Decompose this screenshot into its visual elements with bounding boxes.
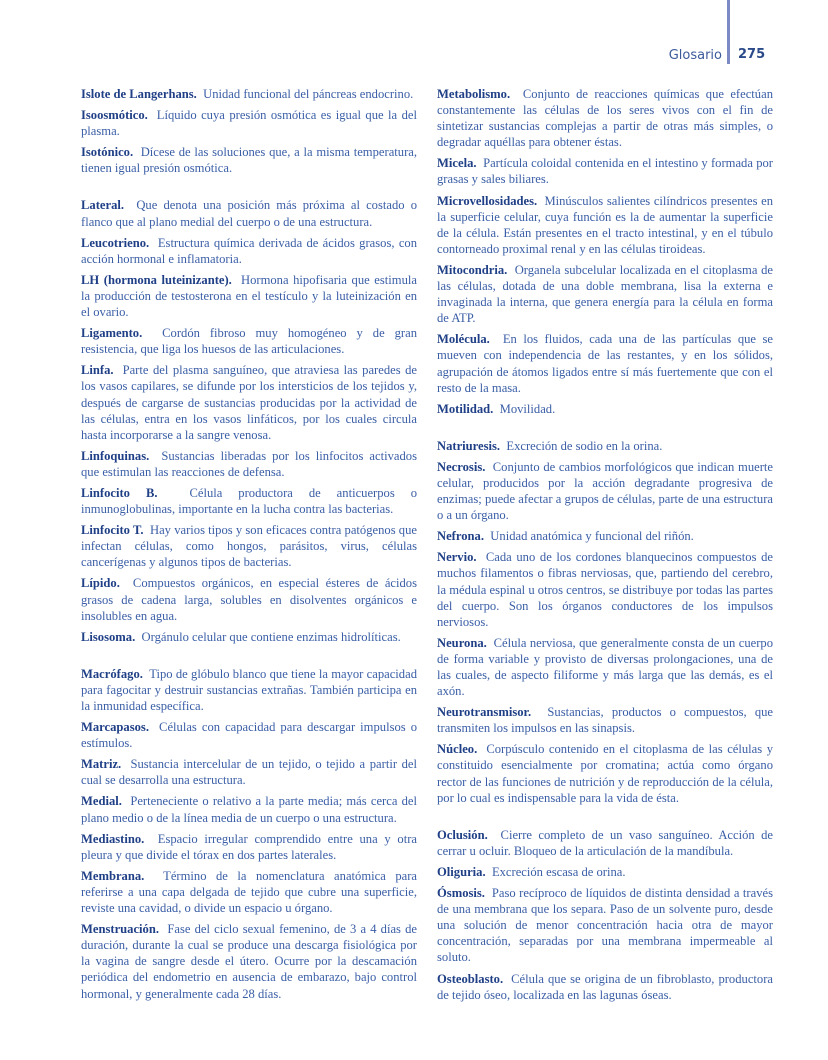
glossary-definition: Paso recíproco de líquidos de distinta densidad a través de una membrana que los separa. Paso de un solvente puro, desde una solución de menor concentración hacia otra de mayor concentración, separadas por una membrana impermeable al soluto. — [437, 886, 773, 965]
glossary-entry — [81, 272, 417, 320]
glossary-term: Linfoquinas. — [81, 448, 150, 463]
glossary-entry — [437, 262, 773, 326]
glossary-term: Ósmosis. — [437, 886, 485, 901]
glossary-term: Micela. — [437, 156, 477, 171]
glossary-entry — [437, 155, 773, 187]
glossary-term: Lisosoma. — [81, 629, 136, 644]
letter-group-spacer — [437, 811, 773, 827]
glossary-definition: Célula nerviosa, que generalmente consta de un cuerpo de forma variable y provisto de diversas prolongaciones, una de las cuales, de aspecto filiforme y más larga que las demás, es el axón. — [437, 635, 773, 699]
glossary-definition: Estructura química derivada de ácidos grasos, con acción hormonal e inflamatoria. — [81, 235, 417, 266]
glossary-entry — [81, 144, 417, 176]
glossary-entry — [437, 864, 773, 880]
glossary-term: LH (hormona luteinizante). — [81, 272, 232, 287]
glossary-entry — [437, 459, 773, 523]
glossary-entry — [437, 971, 773, 1003]
glossary-term: Motilidad. — [437, 401, 494, 416]
header-divider-bar — [727, 0, 730, 64]
glossary-group-m — [81, 666, 417, 1002]
glossary-entry — [437, 193, 773, 257]
glossary-definition: Excreción escasa de orina. — [491, 864, 626, 879]
glossary-term: Neurotransmisor. — [437, 705, 532, 720]
glossary-entry — [81, 197, 417, 229]
glossary-entry — [437, 528, 773, 544]
glossary-term: Matriz. — [81, 757, 122, 772]
glossary-definition: Excreción de sodio en la orina. — [506, 438, 663, 453]
glossary-definition: Compuestos orgánicos, en especial ésteres de ácidos grasos de cadena larga, solubles en disolventes orgánicos e insolubles en agua. — [81, 576, 418, 623]
glossary-entry — [437, 331, 773, 395]
glossary-group-l — [81, 197, 417, 644]
glossary-entry — [81, 793, 417, 825]
glossary-entry — [81, 107, 417, 139]
glossary-definition: Espacio irregular comprendido entre una y otra pleura y que divide el tórax en dos partes laterales. — [81, 831, 418, 862]
glossary-definition: En los fluidos, cada una de las partículas que se mueven con independencia de las restantes, y en los sólidos, agrupación de átomos ligados entre sí más fuertemente que con el resto de la masa. — [437, 332, 773, 395]
glossary-entry — [437, 741, 773, 805]
glossary-entry — [437, 704, 773, 736]
glossary-term: Linfa. — [81, 363, 114, 378]
glossary-entry — [437, 549, 773, 629]
glossary-entry — [81, 235, 417, 267]
glossary-term: Isoosmótico. — [81, 108, 148, 123]
glossary-group-m-cont — [437, 86, 773, 417]
glossary-definition: Cierre completo de un vaso sanguíneo. Acción de cerrar u ocluir. Bloqueo de la articulación de la mandíbula. — [437, 827, 773, 858]
glossary-definition: Movilidad. — [499, 401, 556, 416]
glossary-definition: Hormona hipofisaria que estimula la producción de testosterona en el testículo y la luteinización en el ovario. — [81, 272, 417, 320]
glossary-definition: Dícese de las soluciones que, a la misma temperatura, tienen igual presión osmótica. — [81, 145, 418, 176]
glossary-entry — [81, 868, 417, 916]
glossary-term: Núcleo. — [437, 742, 478, 757]
glossary-definition: Tipo de glóbulo blanco que tiene la mayor capacidad para fagocitar y destruir sustancias extrañas. También participa en la inmunidad específica. — [81, 666, 417, 713]
glossary-term: Nervio. — [437, 550, 477, 565]
letter-group-spacer — [437, 422, 773, 438]
glossary-term: Nefrona. — [437, 529, 484, 544]
glossary-entry — [81, 362, 417, 442]
glossary-definition: Organela subcelular localizada en el citoplasma de las células, dotada de una doble membrana, lisa la externa e invaginada la interna, que genera energía para la célula en forma de ATP. — [437, 262, 773, 326]
glossary-entry — [81, 921, 417, 1001]
glossary-term: Osteoblasto. — [437, 971, 504, 986]
glossary-term: Neurona. — [437, 635, 487, 650]
page-number: 275 — [738, 47, 766, 62]
glossary-definition: Corpúsculo contenido en el citoplasma de las células y constituido esencialmente por cromatina; actúa como órgano rector de las funciones de nutrición y de reproducción de la célula, por lo cual es indispensable para la vida de ésta. — [437, 742, 773, 805]
glossary-definition: Líquido cuya presión osmótica es igual que la del plasma. — [81, 108, 417, 139]
glossary-term: Membrana. — [81, 868, 145, 883]
glossary-entry — [437, 827, 773, 859]
glossary-definition: Fase del ciclo sexual femenino, de 3 a 4 días de duración, durante la cual se produce una descarga fisiológica por la vagina de sangre desde el útero. Ocurre por la descamación periódica del endometrio en ausencia de embarazo, bajo control hormonal, y generalmente cada 28 días. — [81, 922, 417, 1001]
glossary-term: Linfocito T. — [81, 523, 144, 538]
letter-group-spacer — [81, 650, 417, 666]
glossary-column-left — [81, 86, 417, 1007]
glossary-term: Lateral. — [81, 198, 125, 213]
glossary-definition: Conjunto de reacciones químicas que efectúan constantemente las células de los seres vivos con el fin de sintetizar sustancias complejas a partir de otras más simples, o degradar aquéllas para obtener éstas. — [437, 87, 773, 150]
glossary-definition: Sustancias liberadas por los linfocitos activados que estimulan las reacciones de defensa. — [81, 448, 417, 479]
glossary-entry — [437, 635, 773, 699]
glossary-entry — [81, 448, 417, 480]
glossary-definition: Parte del plasma sanguíneo, que atraviesa las paredes de los vasos capilares, se difunde por los intersticios de los tejidos y, después de cargarse de sustancias producidas por la actividad de las células, entra en los vasos linfáticos, por los cuales circula hasta incorporarse a la sangre venosa. — [81, 363, 417, 442]
glossary-term: Isotónico. — [81, 145, 134, 160]
glossary-definition: Conjunto de cambios morfológicos que indican muerte celular, producidos por la acción degradante progresiva de enzimas; puede afectar a grupos de células, parte de una estructura o a un órgano. — [437, 459, 773, 523]
glossary-term: Mediastino. — [81, 831, 145, 846]
glossary-term: Metabolismo. — [437, 87, 511, 101]
glossary-term: Menstruación. — [81, 922, 160, 937]
glossary-entry — [437, 86, 773, 150]
glossary-definition: Cada uno de los cordones blanquecinos compuestos de muchos filamentos o fibras nerviosas, que, partiendo del cerebro, la médula espinal u otros centros, se distribuye por todas las partes del cuerpo. Son los órganos conductores de los impulsos nerviosos. — [437, 550, 774, 629]
glossary-term: Molécula. — [437, 332, 490, 347]
glossary-definition: Célula productora de anticuerpos o inmunoglobulinas, importante en la lucha contra las bacterias. — [81, 485, 417, 517]
glossary-definition: Células con capacidad para descargar impulsos o estímulos. — [81, 720, 417, 751]
glossary-group-i — [81, 86, 417, 176]
glossary-definition: Término de la nomenclatura anatómica para referirse a una capa delgada de tejido que cubre una superficie, reviste una cavidad, o divide un espacio u órgano. — [81, 868, 417, 916]
glossary-definition: Hay varios tipos y son eficaces contra patógenos que infectan células, como hongos, parásitos, virus, células cancerígenas y algunos tipos de bacterias. — [81, 523, 417, 570]
glossary-entry — [81, 719, 417, 751]
glossary-group-o — [437, 827, 773, 1003]
glossary-entry — [81, 86, 417, 102]
glossary-entry — [81, 666, 417, 714]
glossary-entry — [81, 325, 417, 357]
glossary-entry — [81, 522, 417, 570]
glossary-entry — [81, 756, 417, 788]
glossary-definition: Cordón fibroso muy homogéneo y de gran resistencia, que liga los huesos de las articulaciones. — [81, 326, 417, 357]
glossary-term: Mitocondria. — [437, 262, 508, 277]
glossary-entry — [437, 401, 773, 417]
glossary-term: Ligamento. — [81, 326, 143, 341]
letter-group-spacer — [81, 181, 417, 197]
glossary-term: Necrosis. — [437, 459, 486, 474]
glossary-entry — [81, 485, 417, 517]
glossary-entry — [437, 438, 773, 454]
running-header-section: Glosario — [668, 48, 722, 63]
glossary-term: Linfocito B. — [81, 485, 158, 500]
glossary-definition: Unidad anatómica y funcional del riñón. — [490, 529, 694, 544]
glossary-definition: Sustancia intercelular de un tejido, o tejido a partir del cual se desarrolla una estructura. — [81, 757, 417, 788]
glossary-definition: Unidad funcional del páncreas endocrino. — [203, 87, 414, 101]
glossary-definition: Perteneciente o relativo a la parte media; más cerca del plano medio o de la línea media de un cuerpo o una estructura. — [81, 794, 418, 825]
glossary-term: Natriuresis. — [437, 438, 501, 453]
glossary-definition: Minúsculos salientes cilíndricos presentes en la superficie celular, cuya función es la de aumentar la superficie de la célula. Están presentes en el tracto intestinal, y en el túbulo contorneado proximal renal y en las células tiroideas. — [437, 193, 774, 256]
glossary-term: Oliguria. — [437, 864, 486, 879]
glossary-definition: Partícula coloidal contenida en el intestino y formada por grasas y sales biliares. — [437, 156, 773, 187]
glossary-entry — [81, 629, 417, 645]
glossary-entry — [81, 831, 417, 863]
glossary-term: Medial. — [81, 794, 122, 809]
glossary-definition: Sustancias, productos o compuestos, que transmiten los impulsos en las sinapsis. — [437, 705, 774, 736]
glossary-definition: Que denota una posición más próxima al costado o flanco que al plano medial del cuerpo o de una estructura. — [81, 198, 417, 229]
glossary-column-right — [437, 86, 773, 1008]
glossary-term: Microvellosidades. — [437, 193, 538, 208]
glossary-entry — [437, 885, 773, 965]
glossary-term: Oclusión. — [437, 827, 488, 842]
glossary-term: Islote de Langerhans. — [81, 87, 197, 101]
glossary-definition: Orgánulo celular que contiene enzimas hidrolíticas. — [141, 629, 401, 644]
glossary-entry — [81, 575, 417, 623]
glossary-definition: Célula que se origina de un fibroblasto, productora de tejido óseo, localizada en las lagunas óseas. — [437, 971, 773, 1002]
glossary-term: Macrófago. — [81, 666, 143, 681]
glossary-term: Lípido. — [81, 576, 120, 591]
glossary-term: Leucotrieno. — [81, 235, 150, 250]
glossary-group-n — [437, 438, 773, 806]
glossary-term: Marcapasos. — [81, 720, 149, 735]
